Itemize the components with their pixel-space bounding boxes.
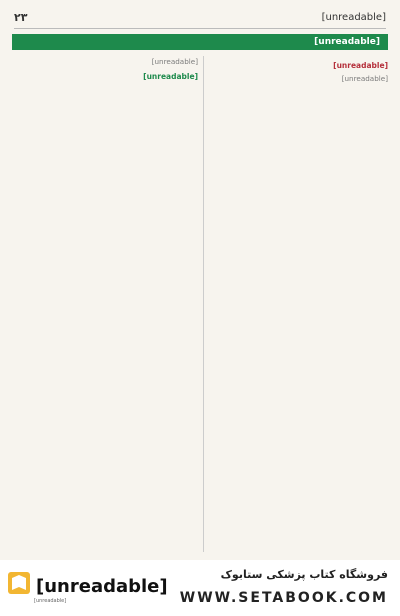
store-url: WWW.SETABOOK.COM [179,590,388,606]
logo-wordmark: [unreadable] [36,576,168,597]
right-column [210,56,388,552]
box-title: [unreadable] [314,37,380,47]
column-divider [203,56,204,552]
section-heading: [unreadable] [333,61,388,70]
setabook-logo [6,564,168,612]
box-title-bar [12,34,388,50]
logo-subtitle: [unreadable] [34,598,67,604]
section-heading: [unreadable] [143,72,198,82]
chapter-title: [unreadable] [321,11,386,23]
page-number: ۲۳ [14,10,28,24]
store-name: فروشگاه کتاب پزشکی ستابوک [220,568,388,581]
left-column [12,56,198,552]
paragraph: [unreadable] [341,74,388,84]
running-head [14,6,386,29]
paragraph: [unreadable] [151,57,198,66]
footer-banner [0,560,400,616]
